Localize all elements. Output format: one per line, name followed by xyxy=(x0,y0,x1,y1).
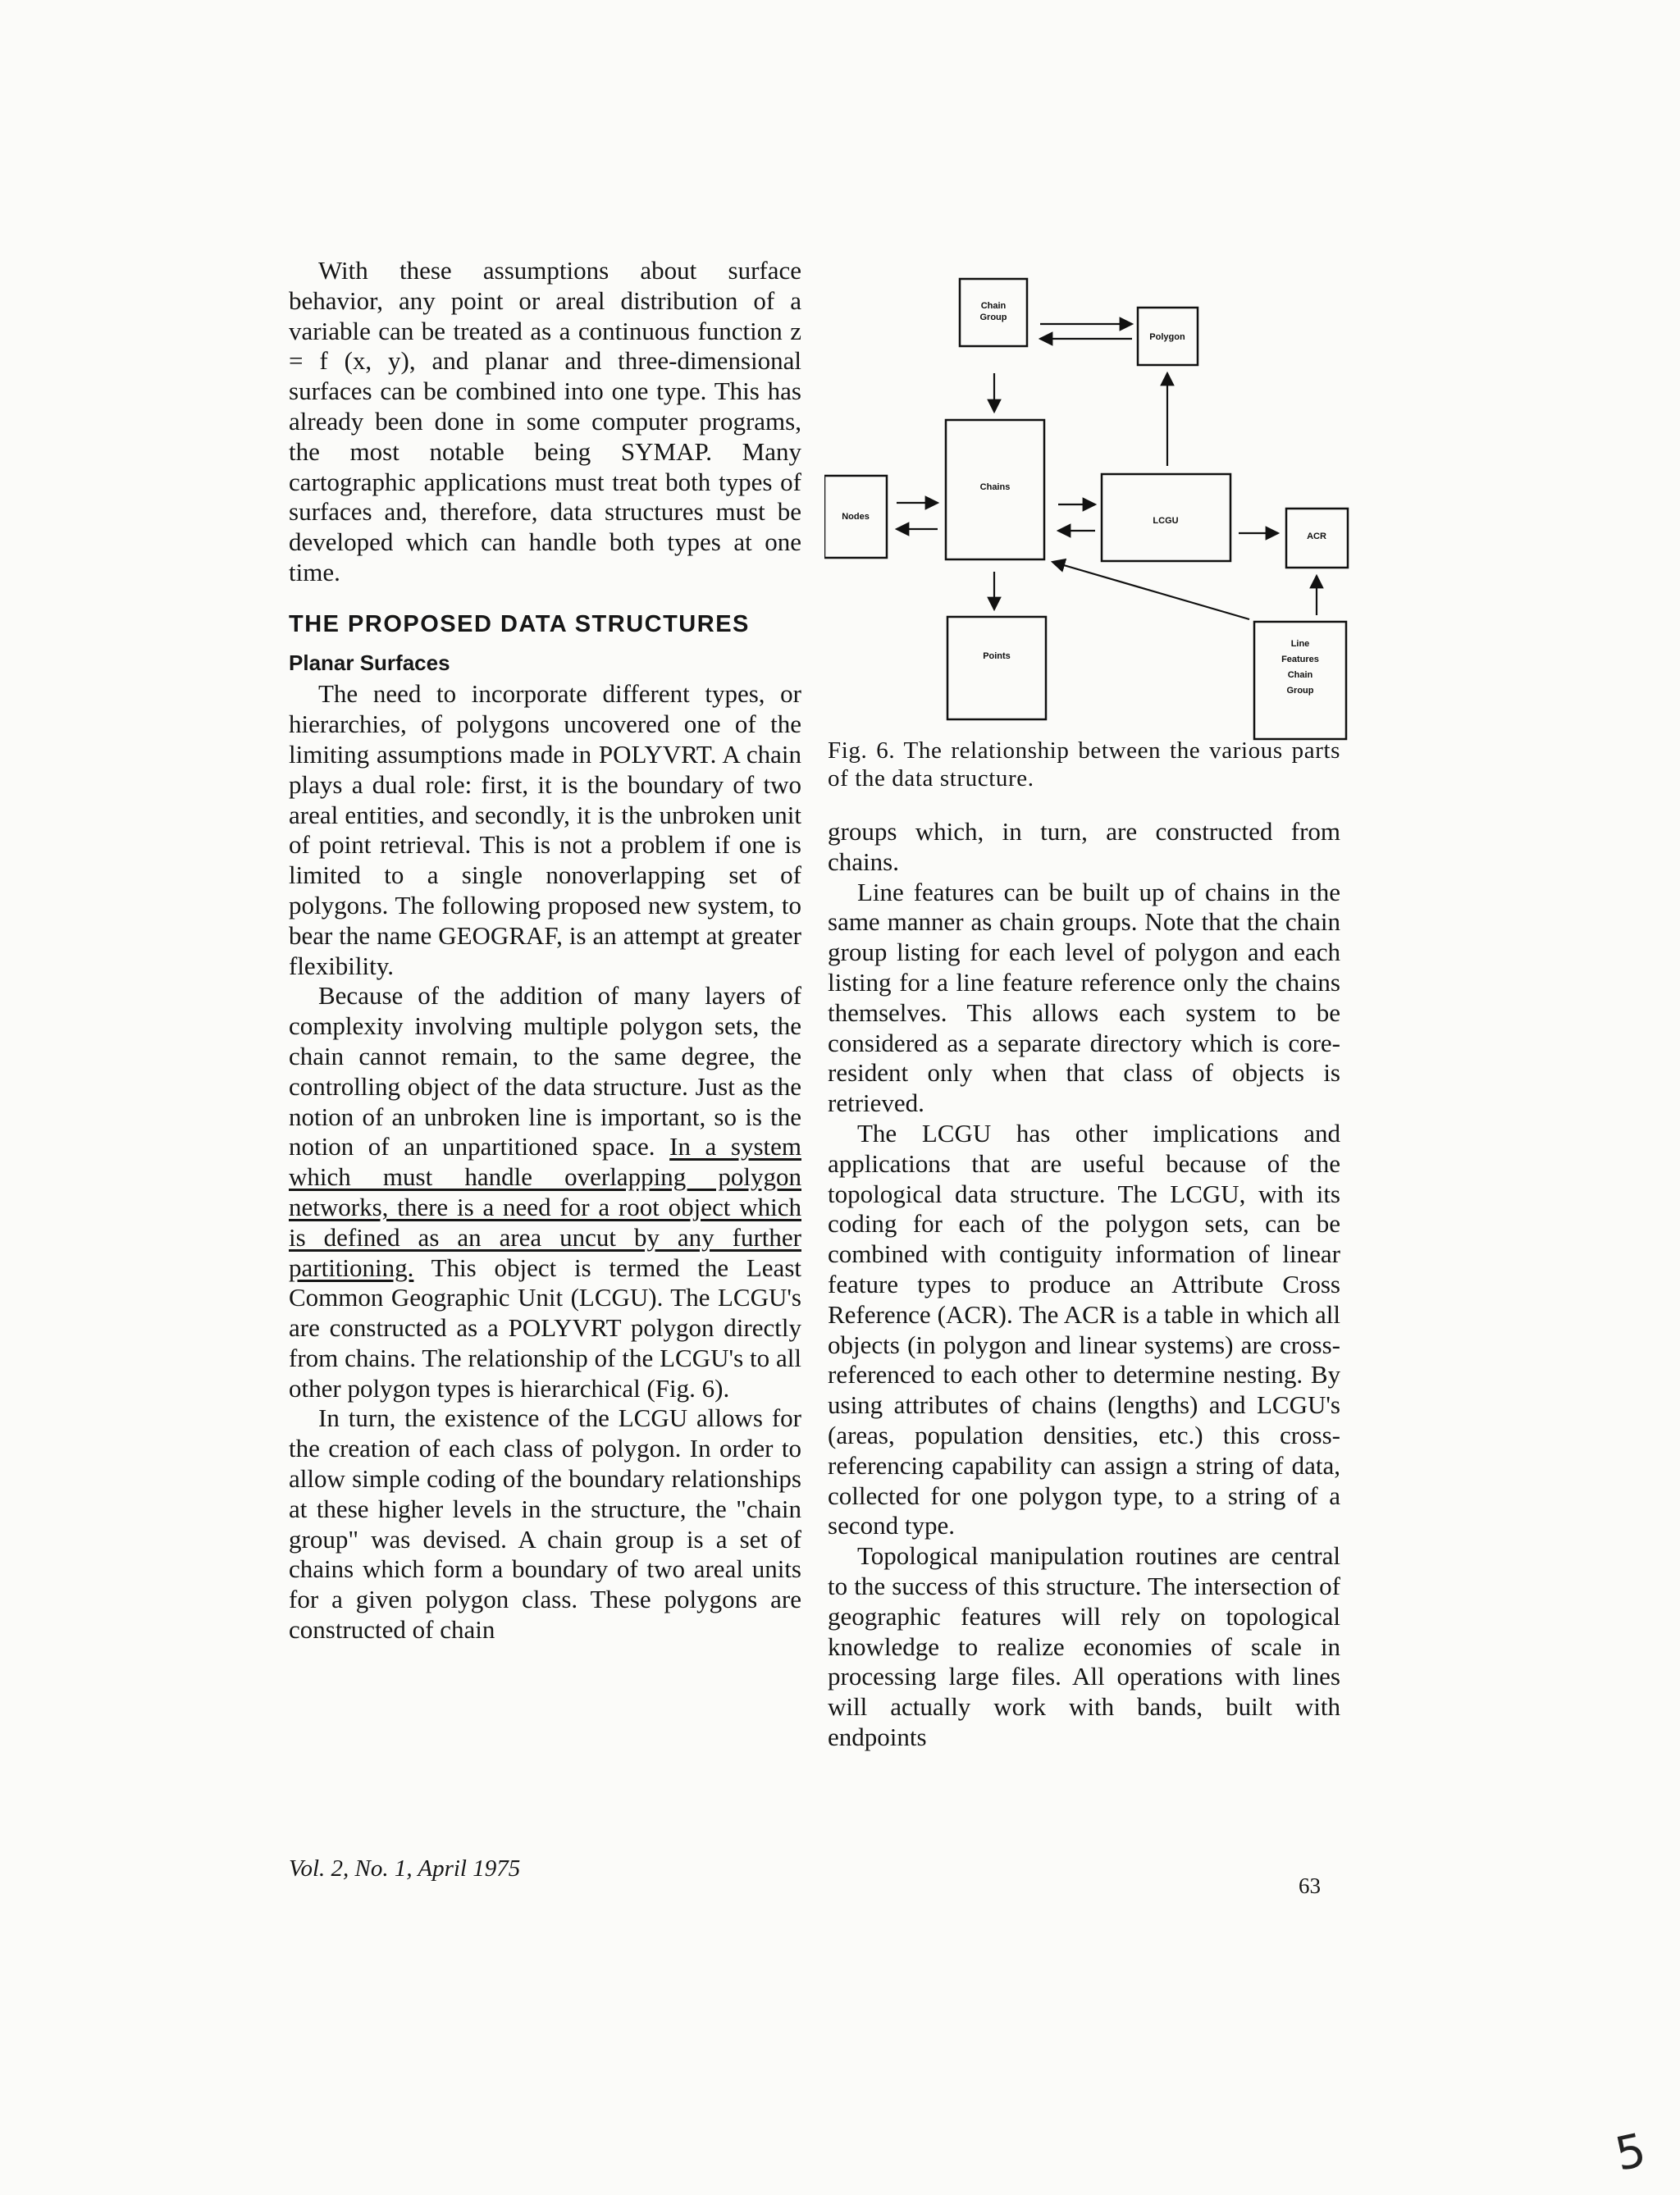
lcgu-label: LCGU xyxy=(1153,516,1179,526)
figure-caption: Fig. 6. The relationship between the various parts of the data structure. xyxy=(828,737,1340,792)
figure-6-diagram xyxy=(824,267,1349,742)
chains-label: Chains xyxy=(979,482,1011,492)
right-paragraph-3: The LCGU has other implications and applications that are useful because of the topological data structure. The LCGU, with its coding for each of the polygon sets, can be combined with contiguity information of linear feature types to produce an Attribute Cross Reference (ACR). The ACR is a table in which all objects (in polygon and linear systems) are cross-referenced to each other to determine nesting. By using attributes of chains (lengths) and LCGU's (areas, population densities, etc.) this cross-referencing capability can assign a string of data, collected for one polygon type, to a string of a second type. xyxy=(828,1118,1340,1540)
right-column xyxy=(828,817,1340,1753)
right-paragraph-1: groups which, in turn, are constructed from chains. xyxy=(828,817,1340,876)
chain-group-label-line1: Chain xyxy=(980,301,1007,311)
points-box xyxy=(947,617,1046,719)
page-number: 63 xyxy=(1299,1873,1321,1898)
right-paragraph-2: Line features can be built up of chains in the same manner as chain groups. Note that the chain group listing for each level of polygon and each listing for a line feature reference only the chains themselves. This allows each system to be considered as a separate directory which is core-resident only when that class of objects is retrieved. xyxy=(828,877,1340,1118)
points-label: Points xyxy=(983,651,1011,661)
data-structure-diagram xyxy=(824,267,1349,742)
hand-underlined-sentence: In a system which must handle overlapping polygon networks, there is a need for a root object which is defined as an area uncut by any further partitioning. xyxy=(289,1132,801,1282)
left-paragraph-3 xyxy=(289,981,801,1403)
line-features-to-chains-arrow xyxy=(1052,562,1249,619)
left-paragraph-1: With these assumptions about surface behavior, any point or areal distribution of a variable can be treated as a continuous function z = f (x, y), and planar and three-dimensional surfaces can be combined into one type. This has already been done in some computer programs, the most notable being SYMAP. Many cartographic applications must treat both types of surfaces and, therefore, data structures must be developed which can handle both types at one time. xyxy=(289,256,801,586)
line-features-label-line4: Group xyxy=(1286,686,1314,696)
line-features-label-line3: Chain xyxy=(1287,670,1313,680)
line-features-label-line1: Line xyxy=(1290,639,1310,649)
chain-group-label-line2: Group xyxy=(979,313,1007,322)
right-paragraph-4: Topological manipulation routines are central to the success of this structure. The intersection of geographic features will rely on topological knowledge to realize economies of scale in processing large files. All operations with lines will actually work with bands, built with endpoints xyxy=(828,1541,1340,1751)
polygon-label: Polygon xyxy=(1149,332,1185,342)
section-heading: THE PROPOSED DATA STRUCTURES xyxy=(289,610,750,637)
left-paragraph-2: The need to incorporate different types, or hierarchies, of polygons uncovered one of the limiting assumptions made in POLYVRT. A chain plays a dual role: first, it is the boundary of two areal entities, and secondly, it is the unbroken unit of point retrieval. This is not a problem if one is limited to a single nonoverlapping set of polygons. The following proposed new system, to bear the name GEOGRAF, is an attempt at greater flexibility. xyxy=(289,679,801,980)
paragraph-3-text-before: Because of the addition of many layers of complexity involving multiple polygon sets, the chain cannot remain, to the same degree, the controlling object of the data structure. Just as the notion of an unbroken line is important, so is the notion of an unpartitioned space. xyxy=(289,981,801,1161)
journal-footer: Vol. 2, No. 1, April 1975 xyxy=(289,1855,521,1882)
acr-label: ACR xyxy=(1307,532,1326,541)
paragraph-3-text-after: This object is termed the Least Common Geographic Unit (LCGU). The LCGU's are constructed as a POLYVRT polygon directly from chains. The relationship of the LCGU's to all other polygon types is hierarchical (Fig. 6). xyxy=(289,1253,801,1403)
handwritten-mark: 5 xyxy=(1610,2124,1651,2182)
left-paragraph-4: In turn, the existence of the LCGU allows for the creation of each class of polygon. In order to allow simple coding of the boundary relationships at these higher levels in the structure, the "chain group" was devised. A chain group is a set of chains which form a boundary of two areal units for a given polygon class. These polygons are constructed of chain xyxy=(289,1403,801,1645)
nodes-label: Nodes xyxy=(842,512,870,522)
subsection-heading: Planar Surfaces xyxy=(289,650,450,675)
line-features-label-line2: Features xyxy=(1281,655,1319,664)
